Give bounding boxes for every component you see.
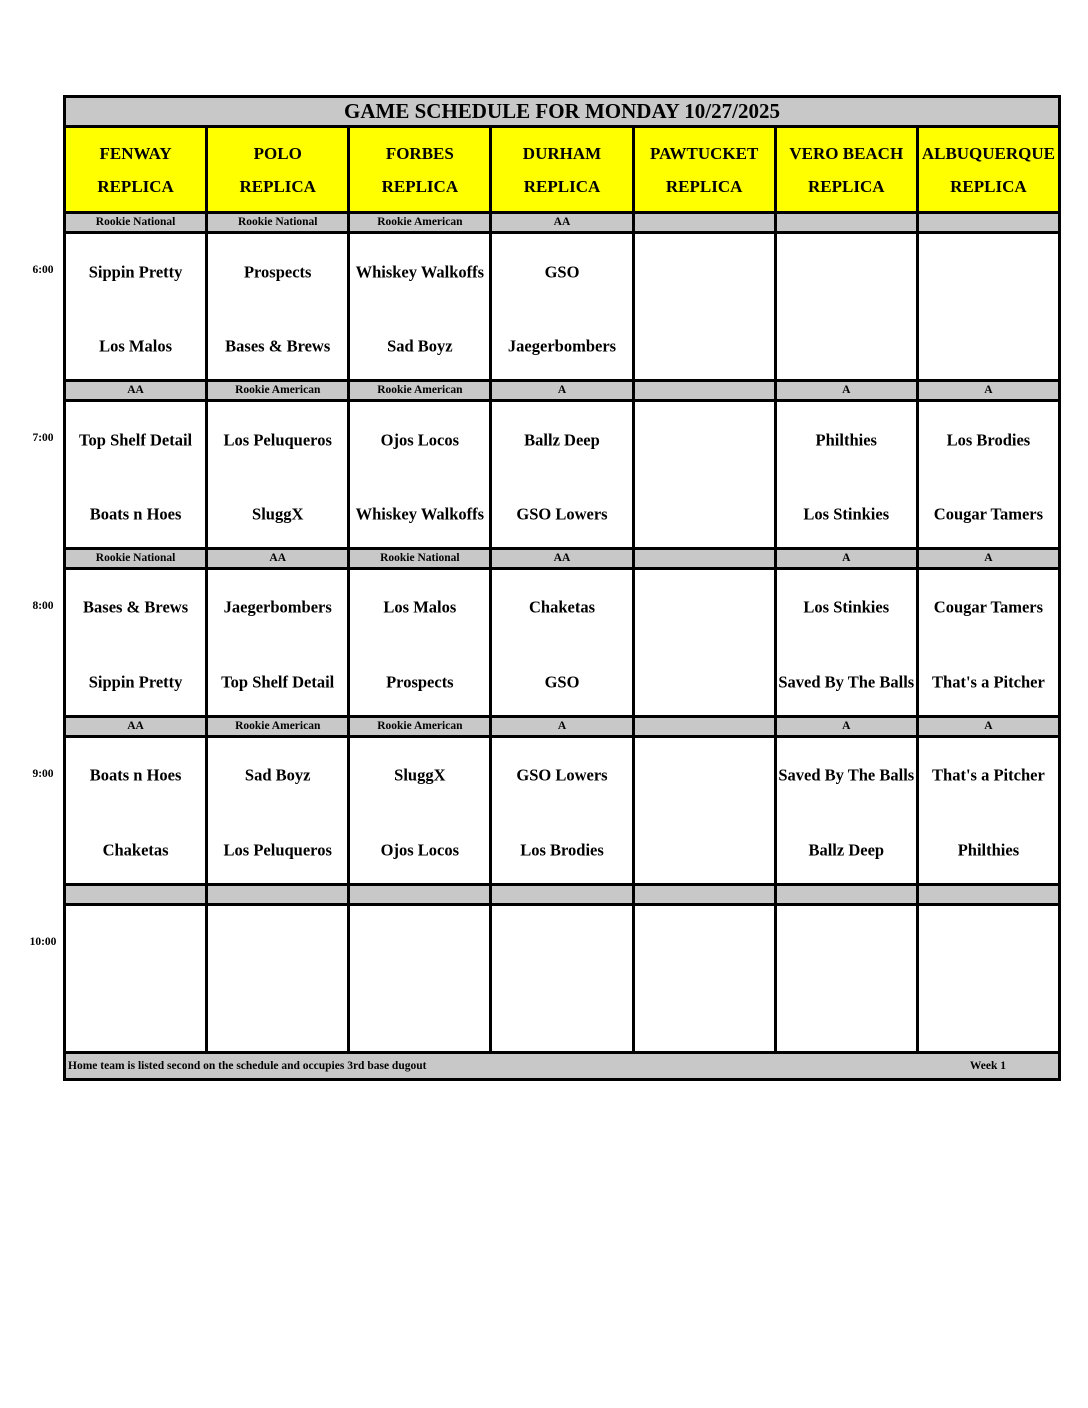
away-team: Los Stinkies — [803, 597, 890, 617]
division-label — [633, 884, 775, 904]
home-team: Los Stinkies — [803, 504, 890, 524]
field-name: FENWAY — [99, 143, 172, 163]
division-label: A — [491, 381, 633, 401]
schedule-title: GAME SCHEDULE FOR MONDAY 10/27/2025 — [65, 97, 1060, 127]
away-team: Prospects — [243, 262, 312, 282]
division-label — [207, 884, 349, 904]
game-row — [65, 400, 1060, 548]
division-label: Rookie National — [349, 549, 491, 569]
footer-row — [65, 1052, 1060, 1079]
game-cell — [633, 904, 775, 1052]
game-cell — [633, 400, 775, 548]
game-cell — [349, 400, 491, 548]
field-header — [207, 127, 349, 213]
field-header — [65, 127, 207, 213]
home-team: Top Shelf Detail — [221, 672, 335, 692]
field-header-row — [65, 127, 1060, 213]
field-sub: REPLICA — [808, 176, 885, 196]
home-team: Ballz Deep — [808, 840, 885, 860]
division-row — [65, 884, 1060, 904]
division-label — [917, 213, 1059, 233]
away-team: That's a Pitcher — [932, 765, 1045, 785]
field-header — [491, 127, 633, 213]
field-sub: REPLICA — [523, 176, 601, 196]
division-label — [349, 884, 491, 904]
game-cell — [491, 232, 633, 380]
time-label: 7:00 — [32, 431, 54, 444]
home-team: That's a Pitcher — [932, 672, 1045, 692]
game-cell — [775, 736, 917, 884]
away-team: Sippin Pretty — [88, 262, 183, 282]
time-label: 8:00 — [32, 599, 54, 612]
home-team: GSO Lowers — [516, 504, 608, 524]
away-team: Boats n Hoes — [89, 765, 182, 785]
field-name: VERO BEACH — [789, 143, 904, 163]
week-label: Week 1 — [969, 1059, 1006, 1072]
schedule-table — [63, 95, 1061, 1081]
game-cell — [65, 400, 207, 548]
division-label — [775, 213, 917, 233]
division-label: Rookie American — [207, 716, 349, 736]
field-name: POLO — [253, 143, 302, 163]
game-cell — [207, 400, 349, 548]
game-cell — [917, 232, 1059, 380]
game-cell — [917, 736, 1059, 884]
game-cell — [207, 904, 349, 1052]
game-cell — [349, 736, 491, 884]
game-cell — [917, 400, 1059, 548]
home-team: Boats n Hoes — [89, 504, 182, 524]
home-team: GSO — [544, 672, 580, 692]
away-team: GSO Lowers — [516, 765, 608, 785]
division-label: Rookie National — [207, 213, 349, 233]
game-cell — [349, 232, 491, 380]
away-team: Sad Boyz — [244, 765, 311, 785]
game-cell — [775, 232, 917, 380]
division-label — [633, 213, 775, 233]
division-row — [65, 381, 1060, 401]
field-name: FORBES — [385, 143, 454, 163]
division-label — [775, 884, 917, 904]
division-label: Rookie American — [207, 381, 349, 401]
division-label — [65, 884, 207, 904]
away-team: Cougar Tamers — [933, 597, 1044, 617]
division-label: A — [775, 549, 917, 569]
field-sub: REPLICA — [381, 176, 459, 196]
field-header — [633, 127, 775, 213]
away-team: Saved By The Balls — [778, 765, 915, 785]
division-label: AA — [491, 549, 633, 569]
division-label: Rookie National — [65, 549, 207, 569]
division-label: A — [917, 381, 1059, 401]
away-team: Los Brodies — [946, 430, 1031, 450]
division-label — [491, 884, 633, 904]
division-label: Rookie American — [349, 213, 491, 233]
division-label — [633, 381, 775, 401]
home-team: Saved By The Balls — [778, 672, 915, 692]
game-cell — [775, 400, 917, 548]
away-team: Philthies — [815, 430, 877, 450]
home-team: Bases & Brews — [225, 336, 331, 356]
division-label: AA — [491, 213, 633, 233]
time-label: 6:00 — [32, 263, 54, 276]
home-team: Sad Boyz — [387, 336, 453, 356]
field-sub: REPLICA — [97, 176, 174, 196]
field-header — [775, 127, 917, 213]
home-team: Ojos Locos — [380, 840, 460, 860]
home-team: SluggX — [252, 504, 304, 524]
division-label: AA — [207, 549, 349, 569]
game-cell — [775, 904, 917, 1052]
field-sub: REPLICA — [239, 176, 316, 196]
game-cell — [349, 904, 491, 1052]
division-label: A — [775, 716, 917, 736]
division-label — [633, 716, 775, 736]
game-cell — [65, 904, 207, 1052]
away-team: Chaketas — [528, 597, 595, 617]
away-team: Los Malos — [383, 597, 457, 617]
game-cell — [207, 232, 349, 380]
field-name: DURHAM — [522, 143, 602, 163]
time-label: 10:00 — [29, 935, 57, 948]
home-team: Los Malos — [99, 336, 173, 356]
game-row — [65, 904, 1060, 1052]
away-team: Ojos Locos — [380, 430, 460, 450]
field-header — [349, 127, 491, 213]
division-label: A — [775, 381, 917, 401]
game-cell — [775, 568, 917, 716]
field-header — [917, 127, 1059, 213]
game-cell — [65, 736, 207, 884]
division-label: AA — [65, 716, 207, 736]
game-cell — [491, 736, 633, 884]
division-row — [65, 549, 1060, 569]
home-team: Jaegerbombers — [507, 336, 617, 356]
home-team: Los Peluqueros — [223, 840, 332, 860]
title-row — [65, 97, 1060, 127]
division-label: Rookie American — [349, 716, 491, 736]
game-cell — [633, 736, 775, 884]
footer-band — [65, 1052, 1060, 1079]
home-team: Prospects — [386, 672, 454, 692]
field-name: PAWTUCKET — [649, 143, 759, 163]
game-cell — [917, 568, 1059, 716]
division-label: A — [917, 716, 1059, 736]
game-row — [65, 568, 1060, 716]
home-team: Philthies — [957, 840, 1020, 860]
field-sub: REPLICA — [665, 176, 743, 196]
game-cell — [207, 568, 349, 716]
away-team: Los Peluqueros — [223, 430, 332, 450]
division-label: A — [917, 549, 1059, 569]
division-label — [633, 549, 775, 569]
home-team: Cougar Tamers — [933, 504, 1044, 524]
game-row — [65, 736, 1060, 884]
away-team: Jaegerbombers — [223, 597, 332, 617]
division-label: Rookie National — [65, 213, 207, 233]
division-label: AA — [65, 381, 207, 401]
field-sub: REPLICA — [950, 176, 1027, 196]
time-label: 9:00 — [32, 767, 54, 780]
game-cell — [633, 232, 775, 380]
division-label: Rookie American — [349, 381, 491, 401]
footer-note: Home team is listed second on the schedule and occupies 3rd base dugout — [68, 1059, 427, 1072]
home-team: Sippin Pretty — [88, 672, 183, 692]
field-name: ALBUQUERQUE — [921, 143, 1056, 163]
away-team: GSO — [544, 262, 580, 282]
game-cell — [349, 568, 491, 716]
away-team: Ballz Deep — [524, 430, 600, 450]
away-team: Whiskey Walkoffs — [355, 262, 485, 282]
division-row — [65, 716, 1060, 736]
game-cell — [65, 568, 207, 716]
game-cell — [491, 904, 633, 1052]
game-cell — [65, 232, 207, 380]
game-cell — [491, 400, 633, 548]
home-team: Whiskey Walkoffs — [355, 504, 485, 524]
game-cell — [207, 736, 349, 884]
division-row — [65, 213, 1060, 233]
division-label — [917, 884, 1059, 904]
game-cell — [491, 568, 633, 716]
away-team: Top Shelf Detail — [79, 430, 193, 450]
away-team: SluggX — [394, 765, 446, 785]
away-team: Bases & Brews — [83, 597, 189, 617]
home-team: Los Brodies — [520, 840, 604, 860]
game-cell — [917, 904, 1059, 1052]
game-row — [65, 232, 1060, 380]
home-team: Chaketas — [102, 840, 169, 860]
division-label: A — [491, 716, 633, 736]
game-cell — [633, 568, 775, 716]
